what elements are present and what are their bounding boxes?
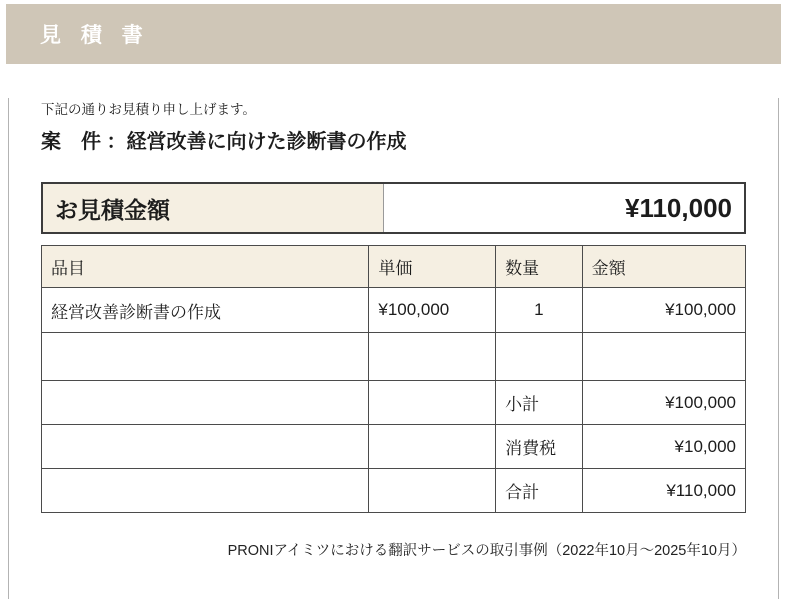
cell-item — [42, 425, 369, 469]
table-row-total — [42, 469, 746, 513]
cell-qty: 合計 — [496, 469, 583, 513]
cell-unit-price — [369, 381, 496, 425]
estimate-amount-box — [41, 182, 746, 234]
cell-unit-price: ¥100,000 — [369, 288, 496, 333]
cell-qty: 1 — [496, 288, 583, 333]
page-title: 見 積 書 — [40, 24, 150, 47]
quotation-card — [8, 98, 779, 599]
estimate-amount-label: お見積金額 — [43, 184, 384, 232]
cell-qty: 消費税 — [496, 425, 583, 469]
cell-amount: ¥110,000 — [582, 469, 745, 513]
table-header-row — [42, 246, 746, 288]
cell-unit-price — [369, 425, 496, 469]
column-header-amount: 金額 — [582, 246, 745, 288]
cell-unit-price — [369, 469, 496, 513]
cell-amount: ¥10,000 — [582, 425, 745, 469]
estimate-amount-value: ¥110,000 — [624, 192, 732, 223]
cell-unit-price — [369, 333, 496, 381]
cell-qty: 小計 — [496, 381, 583, 425]
cell-amount: ¥100,000 — [582, 288, 745, 333]
cell-item — [42, 381, 369, 425]
line-items-table — [41, 245, 746, 513]
table-row-subtotal — [42, 381, 746, 425]
cell-amount — [582, 333, 745, 381]
column-header-unit-price: 単価 — [369, 246, 496, 288]
table-row — [42, 288, 746, 333]
cell-amount: ¥100,000 — [582, 381, 745, 425]
table-row — [42, 333, 746, 381]
cell-item: 経営改善診断書の作成 — [42, 288, 369, 333]
table-row-tax — [42, 425, 746, 469]
title-banner — [6, 4, 781, 64]
footer-note: PRONIアイミツにおける翻訳サービスの取引事例（2022年10月〜2025年10月） — [227, 543, 746, 559]
cell-qty — [496, 333, 583, 381]
subject-line: 案 件 ：経営改善に向けた診断書の作成 — [41, 131, 407, 153]
intro-text: 下記の通りお見積り申し上げます。 — [41, 102, 256, 117]
column-header-qty: 数量 — [496, 246, 583, 288]
cell-item — [42, 333, 369, 381]
column-header-item: 品目 — [42, 246, 369, 288]
cell-item — [42, 469, 369, 513]
